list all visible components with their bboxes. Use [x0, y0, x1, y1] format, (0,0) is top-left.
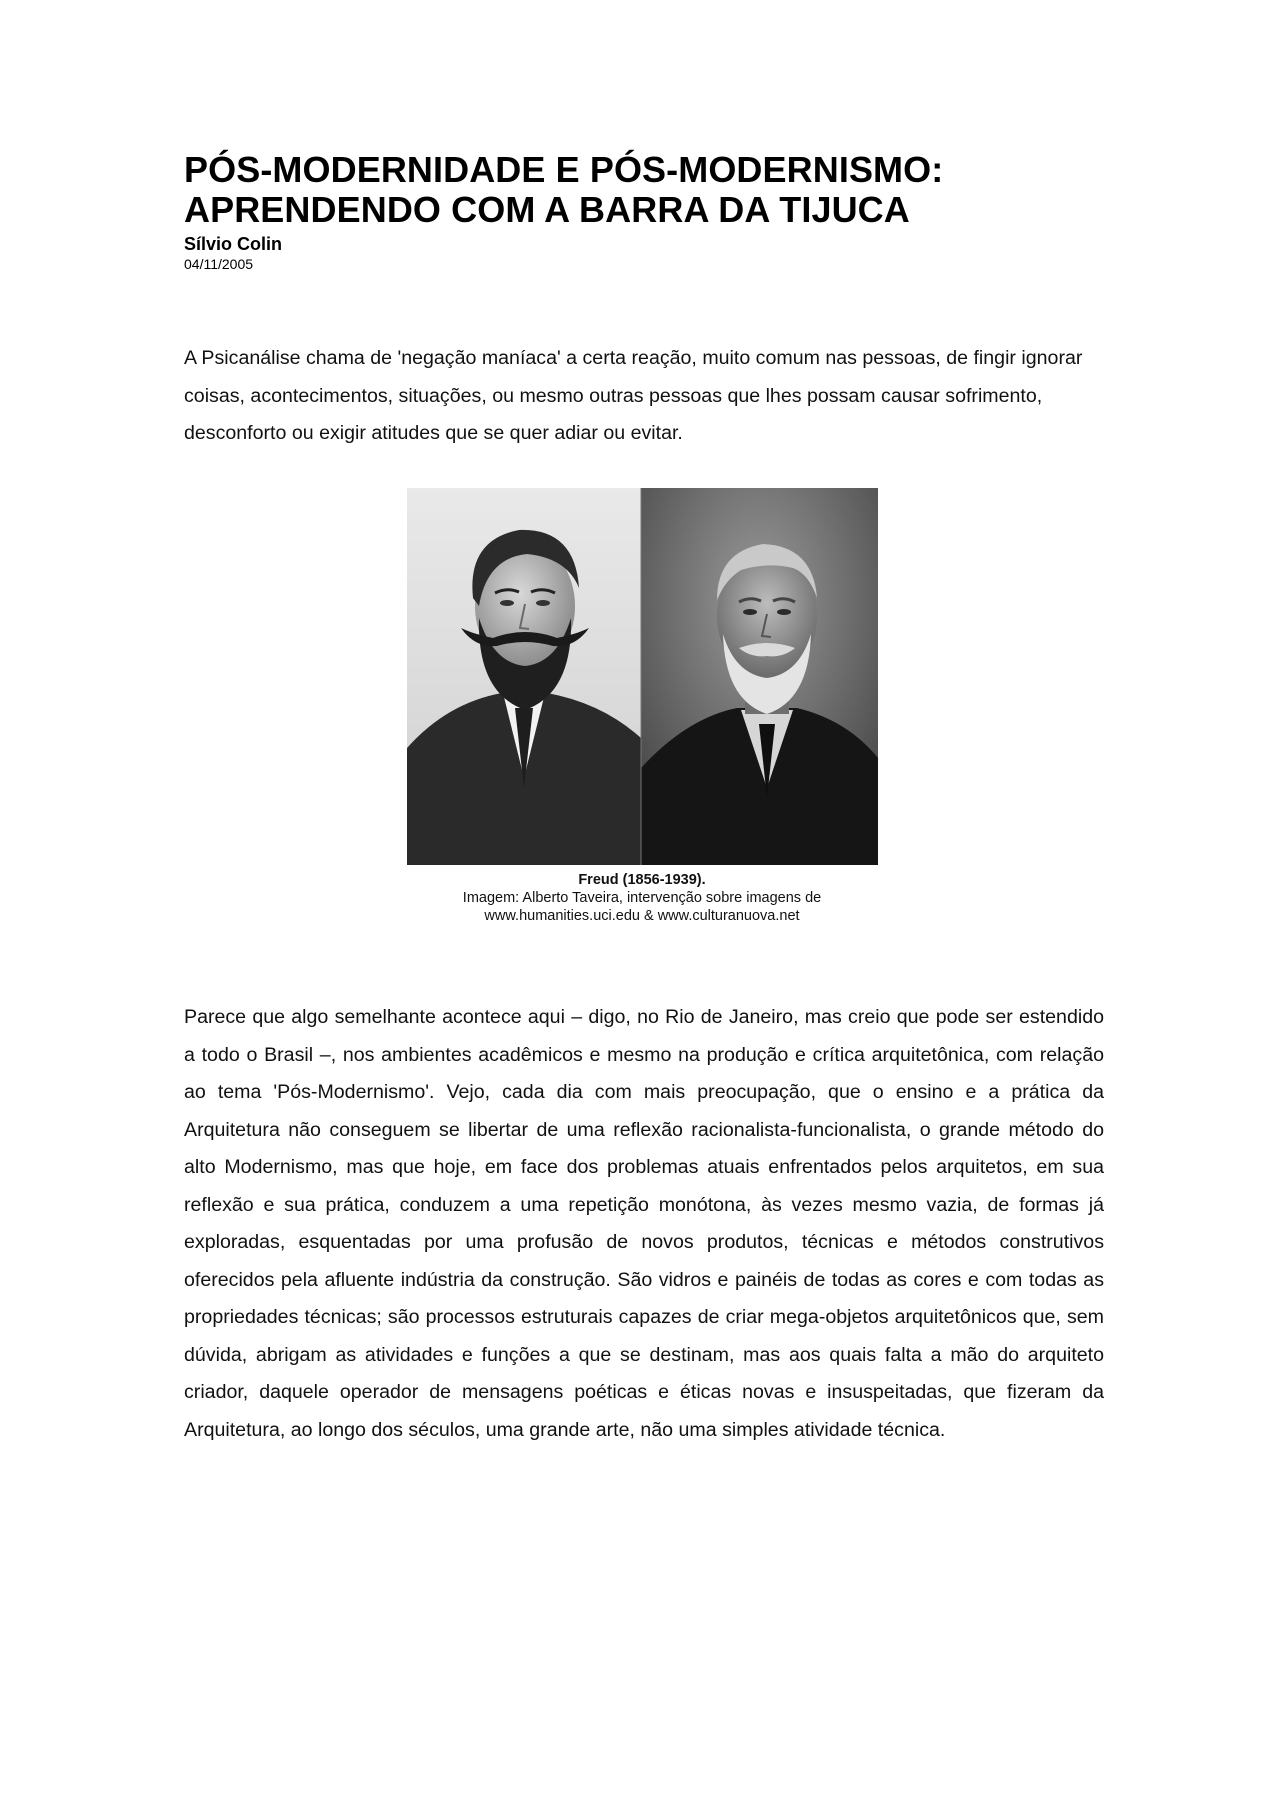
figure-caption-title: Freud (1856-1939).: [578, 872, 706, 888]
body-paragraph: Parece que algo semelhante acontece aqui – digo, no Rio de Janeiro, mas creio que pode ser estendido a todo o Brasil –, nos ambientes acadêmicos e mesmo na produção e crítica arquitetônica, com relação ao tema 'Pós-Modernismo'. Vejo, cada dia com mais preocupação, que o ensino e a prática da Arquitetura não conseguem se libertar de uma reflexão racionalista-funcionalista, o grande método do alto Modernismo, mas que hoje, em face dos problemas atuais enfrentados pelos arquitetos, em sua reflexão e sua prática, conduzem a uma repetição monótona, às vezes mesmo vazia, de formas já exploradas, esquentadas por uma profusão de novos produtos, técnicas e métodos construtivos oferecidos pela afluente indústria da construção. São vidros e painéis de todas as cores e com todas as propriedades técnicas; são processos estruturais capazes de criar mega-objetos arquitetônicos que, sem dúvida, abrigam as atividades e funções a que se destinam, mas aos quais falta a mão do arquiteto criador, daquele operador de mensagens poéticas e éticas novas e insuspeitadas, que fizeram da Arquitetura, ao longo dos séculos, uma grande arte, não uma simples atividade técnica.: [184, 1006, 1104, 1441]
article-date: 04/11/2005: [184, 256, 254, 272]
figure-caption-sources: www.humanities.uci.edu & www.culturanuova.net: [484, 908, 800, 924]
figure-caption-credit: Imagem: Alberto Taveira, intervenção sobre imagens de: [462, 890, 822, 906]
article-title: [184, 150, 1104, 230]
intro-paragraph: A Psicanálise chama de 'negação maníaca' a certa reação, muito comum nas pessoas, de fingir ignorar coisas, acontecimentos, situações, ou mesmo outras pessoas que lhes possam causar sofrimento, desconforto ou exigir atitudes que se quer adiar ou evitar.: [184, 347, 1083, 444]
article-title-line-2: APRENDENDO COM A BARRA DA TIJUCA: [184, 189, 910, 230]
figure-caption: [384, 871, 900, 925]
freud-portrait-image: [407, 488, 878, 865]
article-title-line-1: PÓS-MODERNIDADE E PÓS-MODERNISMO:: [184, 149, 944, 190]
article-author: Sílvio Colin: [184, 234, 283, 254]
